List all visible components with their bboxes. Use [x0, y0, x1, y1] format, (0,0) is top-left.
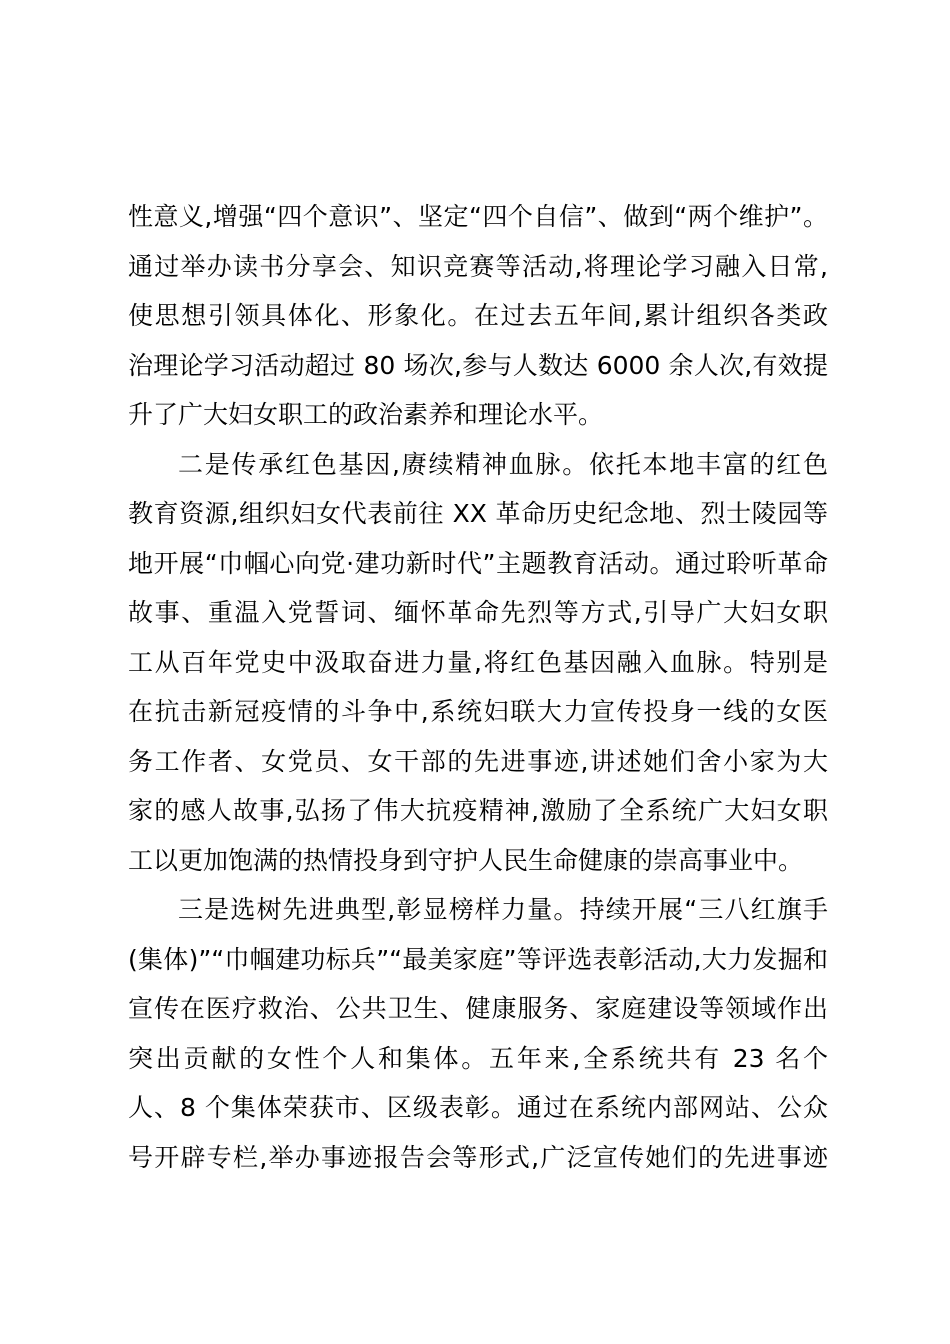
- text-line: 地开展“巾帼心向党·建功新时代”主题教育活动。通过聆听革命: [128, 548, 828, 578]
- text-line: 宣传在医疗救治、公共卫生、健康服务、家庭建设等领域作出: [128, 994, 828, 1023]
- text-line: 人、8 个集体荣获市、区级表彰。通过在系统内部网站、公众: [128, 1093, 828, 1122]
- text-line: 工从百年党史中汲取奋进力量,将红色基因融入血脉。特别是: [128, 647, 828, 677]
- text-line: (集体)”“巾帼建功标兵”“最美家庭”等评选表彰活动,大力发掘和: [128, 944, 828, 974]
- text-line: 治理论学习活动超过 80 场次,参与人数达 6000 余人次,有效提: [128, 350, 828, 380]
- text-line: 突出贡献的女性个人和集体。五年来,全系统共有 23 名个: [128, 1043, 828, 1073]
- document-body: [128, 192, 828, 1182]
- text-line: 号开辟专栏,举办事迹报告会等形式,广泛宣传她们的先进事迹: [128, 1142, 828, 1172]
- paragraph-role-models: [128, 885, 828, 1182]
- text-line: 在抗击新冠疫情的斗争中,系统妇联大力宣传投身一线的女医: [128, 697, 828, 726]
- text-line: 教育资源,组织妇女代表前往 XX 革命历史纪念地、烈士陵园等: [128, 499, 828, 528]
- text-line: 性意义,增强“四个意识”、坚定“四个自信”、做到“两个维护”。: [128, 202, 828, 231]
- text-line: 通过举办读书分享会、知识竞赛等活动,将理论学习融入日常,: [128, 251, 828, 281]
- text-line: 故事、重温入党誓词、缅怀革命先烈等方式,引导广大妇女职: [128, 598, 828, 627]
- text-line: 二是传承红色基因,赓续精神血脉。依托本地丰富的红色: [178, 449, 828, 479]
- paragraph-continuation: [128, 192, 828, 440]
- text-line: 工以更加饱满的热情投身到守护人民生命健康的崇高事业中。: [128, 845, 804, 875]
- paragraph-red-gene: [128, 440, 828, 886]
- text-line: 务工作者、女党员、女干部的先进事迹,讲述她们舍小家为大: [128, 746, 828, 776]
- text-line: 使思想引领具体化、形象化。在过去五年间,累计组织各类政: [128, 301, 828, 330]
- text-line: 升了广大妇女职工的政治素养和理论水平。: [128, 400, 604, 429]
- text-line: 家的感人故事,弘扬了伟大抗疫精神,激励了全系统广大妇女职: [128, 796, 828, 825]
- text-line: 三是选树先进典型,彰显榜样力量。持续开展“三八红旗手: [178, 895, 828, 924]
